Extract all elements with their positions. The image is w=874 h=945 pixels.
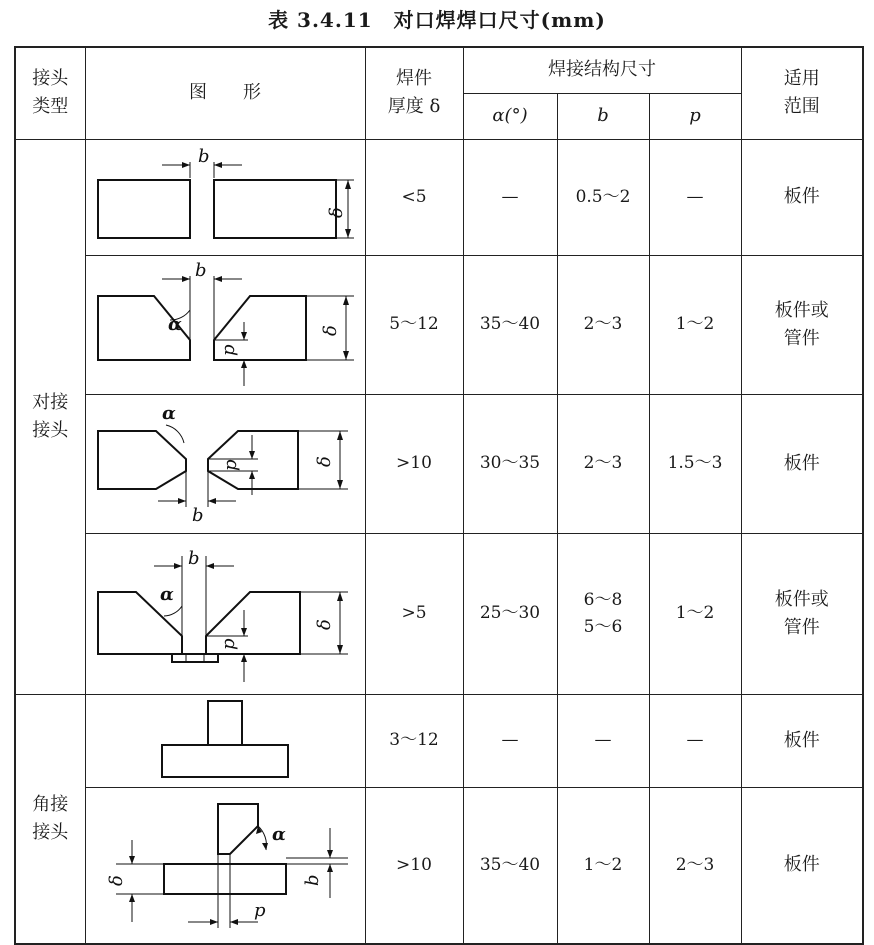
cell-thickness: 3～12: [365, 694, 463, 787]
cell-alpha: —: [463, 139, 557, 255]
svg-text:δ: δ: [319, 324, 341, 336]
figure-v-groove-backing: [85, 533, 365, 694]
group-corner-joint: 角接 接头: [15, 694, 85, 944]
cell-b: 2～3: [557, 394, 649, 533]
svg-text:p: p: [253, 899, 266, 921]
cell-scope: 板件或 管件: [741, 533, 863, 694]
header-b: b: [557, 93, 649, 139]
figure-corner-bevel: [85, 787, 365, 944]
svg-text:α: α: [161, 402, 176, 424]
cell-scope: 板件: [741, 694, 863, 787]
weld-dimension-table: [14, 46, 864, 945]
svg-text:b: b: [194, 259, 207, 281]
header-structure: 焊接结构尺寸: [463, 47, 741, 93]
header-scope: 适用 范围: [741, 47, 863, 139]
header-p: p: [649, 93, 741, 139]
cell-alpha: 30～35: [463, 394, 557, 533]
cell-p: 1～2: [649, 533, 741, 694]
table-row: [15, 394, 863, 533]
table-row: [15, 139, 863, 255]
figure-v-groove: [85, 255, 365, 394]
cell-thickness: <5: [365, 139, 463, 255]
cell-scope: 板件或 管件: [741, 255, 863, 394]
svg-text:b: b: [197, 145, 210, 167]
svg-text:p: p: [219, 458, 241, 471]
header-thickness: 焊件 厚度 δ: [365, 47, 463, 139]
cell-b: 2～3: [557, 255, 649, 394]
table-row: [15, 255, 863, 394]
group-butt-joint: 对接 接头: [15, 139, 85, 694]
figure-x-groove: [85, 394, 365, 533]
cell-scope: 板件: [741, 139, 863, 255]
cell-thickness: >10: [365, 787, 463, 944]
header-figure: 图 形: [85, 47, 365, 139]
svg-text:δ: δ: [325, 206, 347, 218]
svg-text:p: p: [217, 343, 239, 356]
svg-text:δ: δ: [105, 874, 127, 886]
svg-text:b: b: [191, 504, 204, 526]
cell-alpha: 25～30: [463, 533, 557, 694]
cell-scope: 板件: [741, 787, 863, 944]
svg-text:δ: δ: [313, 455, 335, 467]
cell-alpha: —: [463, 694, 557, 787]
svg-text:b: b: [187, 547, 200, 569]
table-row: [15, 787, 863, 944]
cell-b: 6～8 5～6: [557, 533, 649, 694]
table-row: [15, 694, 863, 787]
figure-corner-square: [85, 694, 365, 787]
table-title: 表 3.4.11 对口焊焊口尺寸(mm): [268, 8, 606, 32]
table-row: [15, 533, 863, 694]
cell-p: 2～3: [649, 787, 741, 944]
cell-b: 0.5～2: [557, 139, 649, 255]
cell-thickness: 5～12: [365, 255, 463, 394]
cell-alpha: 35～40: [463, 787, 557, 944]
cell-thickness: >5: [365, 533, 463, 694]
cell-p: 1～2: [649, 255, 741, 394]
svg-text:α: α: [271, 823, 286, 845]
svg-text:δ: δ: [313, 618, 335, 630]
svg-text:p: p: [217, 637, 239, 650]
figure-square-butt: [85, 139, 365, 255]
cell-b: —: [557, 694, 649, 787]
svg-text:α: α: [159, 583, 174, 605]
cell-p: —: [649, 139, 741, 255]
cell-scope: 板件: [741, 394, 863, 533]
header-joint-type: 接头 类型: [15, 47, 85, 139]
cell-b: 1～2: [557, 787, 649, 944]
cell-alpha: 35～40: [463, 255, 557, 394]
cell-p: —: [649, 694, 741, 787]
header-alpha: α(°): [463, 93, 557, 139]
svg-text:b: b: [301, 873, 323, 886]
cell-p: 1.5～3: [649, 394, 741, 533]
cell-thickness: >10: [365, 394, 463, 533]
svg-text:α: α: [167, 313, 182, 335]
